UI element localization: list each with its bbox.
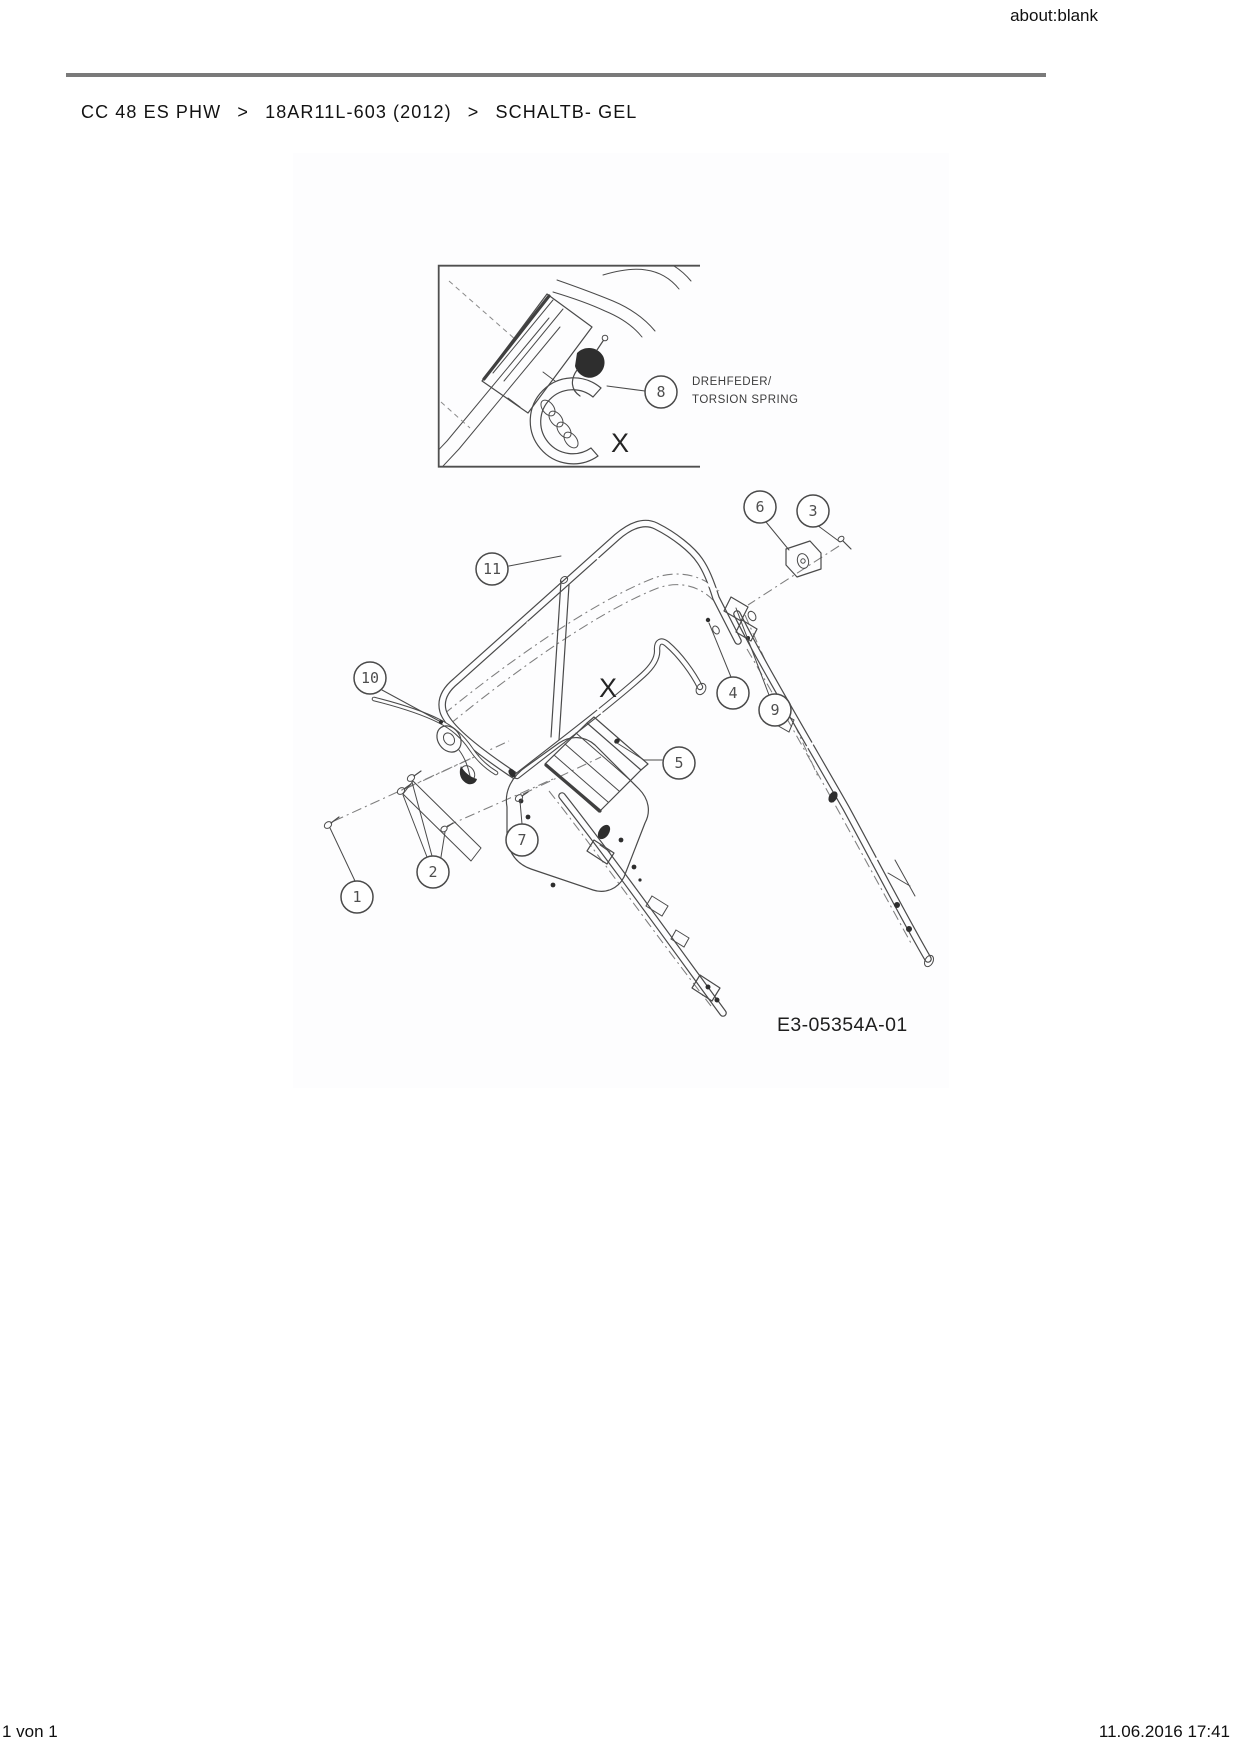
callout-11-number: 11 [482, 560, 502, 578]
inset-label-de: DREHFEDER/ [692, 376, 772, 388]
inset-detail [412, 256, 798, 480]
callout-2-number: 2 [428, 863, 438, 881]
callout-4-number: 4 [728, 684, 738, 702]
control-cable [374, 699, 496, 773]
inset-label-en: TORSION SPRING [692, 394, 799, 406]
print-timestamp: 11.06.2016 17:41 [1098, 1722, 1230, 1741]
breadcrumb-model: CC 48 ES PHW [81, 102, 222, 122]
callout-1-number: 1 [352, 888, 362, 906]
breadcrumb-separator: > [467, 102, 480, 122]
callout-10-number: 10 [360, 669, 380, 687]
inset-border [439, 266, 700, 467]
callout-9-number: 9 [770, 701, 780, 719]
callout-5-number: 5 [674, 754, 684, 772]
parts-diagram [293, 153, 949, 1088]
inset-detail-mark: X [610, 428, 630, 458]
callout-6-number: 6 [755, 498, 765, 516]
breadcrumb-variant: 18AR11L-603 (2012) [265, 102, 452, 122]
callout-7-number: 7 [517, 831, 527, 849]
page-number: 1 von 1 [2, 1722, 58, 1741]
breadcrumb [81, 102, 637, 123]
callout-balloons [341, 491, 829, 913]
header-divider [66, 73, 1046, 77]
callout-3-number: 3 [808, 502, 818, 520]
main-assembly [323, 491, 935, 1036]
print-header-url: about:blank [1010, 6, 1098, 25]
breadcrumb-separator: > [237, 102, 249, 122]
main-detail-mark: X [598, 673, 618, 703]
torsion-spring [575, 348, 605, 378]
exploded-view-svg [293, 153, 949, 1088]
breadcrumb-section: SCHALTB- GEL [495, 102, 638, 122]
callout-8-number: 8 [656, 383, 666, 401]
drawing-part-code: E3-05354A-01 [777, 1014, 908, 1036]
